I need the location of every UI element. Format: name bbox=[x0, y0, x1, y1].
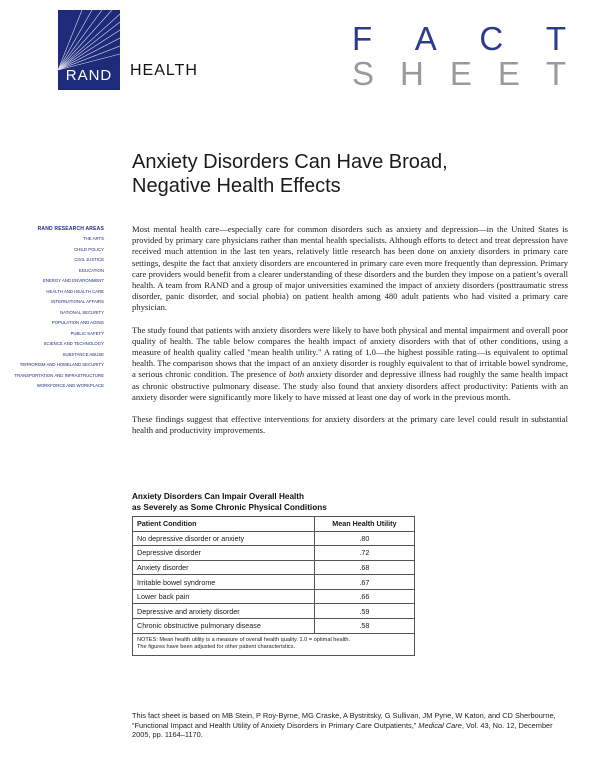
paragraph-text: anxiety disorder and depressive illness had roughly the same health impact as chronic obstructive pulmonary disease. The study also found that anxiety disorders affect productivity: Patients with an anxiety disorder were significantly more likely to have missed at least one day of work in the previous month. bbox=[132, 369, 568, 402]
sidebar-heading: RAND RESEARCH AREAS bbox=[37, 226, 104, 232]
source-footnote bbox=[132, 711, 558, 740]
fact-letter: T bbox=[545, 20, 566, 57]
fact-letter: F bbox=[352, 20, 373, 57]
rand-logo bbox=[58, 10, 120, 90]
column-header-value: Mean Health Utility bbox=[314, 517, 414, 531]
sidebar-item-international[interactable]: INTERNATIONAL AFFAIRS bbox=[51, 299, 104, 304]
sheet-letter: E bbox=[449, 55, 472, 92]
sheet-letter: S bbox=[352, 55, 375, 92]
sidebar-item-child-policy[interactable]: CHILD POLICY bbox=[74, 246, 104, 252]
paragraph bbox=[132, 325, 568, 403]
cell-value: .67 bbox=[314, 575, 414, 590]
sheet-letter: T bbox=[545, 55, 566, 92]
cell-condition: No depressive disorder or anxiety bbox=[133, 531, 314, 546]
document-title bbox=[132, 150, 532, 198]
sidebar-item-education[interactable]: EDUCATION bbox=[79, 267, 104, 273]
table-row bbox=[133, 619, 414, 634]
data-table bbox=[133, 517, 414, 634]
sheet-letter: E bbox=[497, 55, 520, 92]
sheet-letter: H bbox=[400, 55, 424, 92]
journal-name: Medical Care bbox=[418, 720, 462, 730]
emphasis: both bbox=[288, 369, 305, 380]
fact-heading bbox=[352, 20, 566, 58]
research-areas-sidebar bbox=[14, 226, 104, 394]
table-title-line: as Severely as Some Chronic Physical Conditions bbox=[132, 503, 327, 512]
fact-letter: C bbox=[479, 20, 504, 57]
health-utility-table bbox=[132, 516, 415, 656]
sidebar-item-public-safety[interactable]: PUBLIC SAFETY bbox=[70, 330, 104, 336]
table-row bbox=[133, 560, 414, 575]
sidebar-item-science[interactable]: SCIENCE AND TECHNOLOGY bbox=[43, 341, 104, 346]
table-row bbox=[133, 546, 414, 561]
fact-letter: A bbox=[414, 20, 437, 57]
cell-value: .72 bbox=[314, 546, 414, 561]
paragraph: These findings suggest that effective interventions for anxiety disorders at the primary care level could result in substantial health and productivity improvements. bbox=[132, 414, 568, 436]
table-title bbox=[132, 491, 432, 513]
cell-condition: Anxiety disorder bbox=[133, 560, 314, 575]
sidebar-item-arts[interactable]: THE ARTS bbox=[83, 236, 104, 241]
sidebar-item-terrorism[interactable]: TERRORISM AND HOMELAND SECURITY bbox=[19, 362, 104, 367]
table-note-line: The figures have been adjusted for other patient characteristics. bbox=[137, 643, 295, 650]
title-line: Anxiety Disorders Can Have Broad, bbox=[132, 151, 448, 173]
rand-logo-rays-icon bbox=[58, 10, 120, 70]
sidebar-item-national-security[interactable]: NATIONAL SECURITY bbox=[60, 309, 104, 315]
table-row bbox=[133, 575, 414, 590]
footnote-text: , Vol. 43, No. 12, December 2005, pp. 1164–1170. bbox=[132, 720, 553, 740]
sidebar-item-substance-abuse[interactable]: SUBSTANCE ABUSE bbox=[62, 351, 104, 357]
title-line: Negative Health Effects bbox=[132, 175, 341, 197]
sidebar-item-civil-justice[interactable]: CIVIL JUSTICE bbox=[74, 257, 104, 262]
cell-value: .59 bbox=[314, 604, 414, 619]
sidebar-item-workforce[interactable]: WORKFORCE AND WORKPLACE bbox=[36, 383, 104, 388]
division-name: HEALTH bbox=[130, 62, 198, 79]
body-text bbox=[132, 224, 568, 447]
paragraph: Most mental health care—especially care for common disorders such as anxiety and depression—in the United States is provided by primary care physicians rather than mental health specialists. Although efforts to detect and treat depression have received much attention in the last ten years, relatively little research has been done on anxiety disorders in primary care settings, despite the fact that anxiety disorders are encountered in primary care even more frequently than depression. Primary care providers would benefit from a clearer understanding of these disorders and the burden they impose on a patient’s overall health. A team from RAND and a group of major universities examined the impact of anxiety disorders (posttraumatic stress disorder, panic disorder, and social phobia) on patient health among 480 adult patients who had visited a primary care physician. bbox=[132, 224, 568, 313]
cell-value: .58 bbox=[314, 619, 414, 634]
table-note-line: NOTES: Mean health utility is a measure of overall health quality. 1.0 = optimal health. bbox=[137, 636, 351, 643]
cell-value: .80 bbox=[314, 531, 414, 546]
sidebar-item-health[interactable]: HEALTH AND HEALTH CARE bbox=[46, 288, 104, 294]
column-header-condition: Patient Condition bbox=[133, 517, 314, 531]
cell-condition: Chronic obstructive pulmonary disease bbox=[133, 619, 314, 634]
table-row bbox=[133, 589, 414, 604]
table-row bbox=[133, 604, 414, 619]
sidebar-item-population[interactable]: POPULATION AND AGING bbox=[51, 320, 104, 325]
cell-value: .66 bbox=[314, 589, 414, 604]
sidebar-item-transportation[interactable]: TRANSPORTATION AND INFRASTRUCTURE bbox=[14, 372, 104, 378]
paragraph-text: The study found that patients with anxiety disorders were likely to have both physical and mental impairment and overall poor quality of health. The table below compares the health impact of anxiety disorders with that of other conditions, using a measure of health quality called "mean health utility." A rating of 1.0—the highest possible rating—is equivalent to optimal health. The comparison shows that the impact of an anxiety disorder is roughly equivalent to that of irritable bowel syndrome, a serious chronic condition. The presence of bbox=[132, 324, 568, 380]
table-header-row bbox=[133, 517, 414, 531]
table-row bbox=[133, 531, 414, 546]
cell-condition: Depressive disorder bbox=[133, 546, 314, 561]
footnote-text: This fact sheet is based on MB Stein, P Roy-Byrne, MG Craske, A Bystritsky, G Sullivan, JM Pyne, W Katon, and CD Sherbourne, “Functional Impact and Health Utility of Anxiety Disorders in Primary Care Outpatients,” bbox=[132, 711, 556, 730]
cell-value: .68 bbox=[314, 560, 414, 575]
cell-condition: Lower back pain bbox=[133, 589, 314, 604]
logo-text: RAND bbox=[65, 67, 113, 84]
cell-condition: Irritable bowel syndrome bbox=[133, 575, 314, 590]
sidebar-item-energy[interactable]: ENERGY AND ENVIRONMENT bbox=[42, 278, 104, 283]
cell-condition: Depressive and anxiety disorder bbox=[133, 604, 314, 619]
table-note bbox=[133, 634, 414, 655]
table-title-line: Anxiety Disorders Can Impair Overall Health bbox=[132, 492, 304, 501]
sheet-heading bbox=[352, 55, 566, 93]
